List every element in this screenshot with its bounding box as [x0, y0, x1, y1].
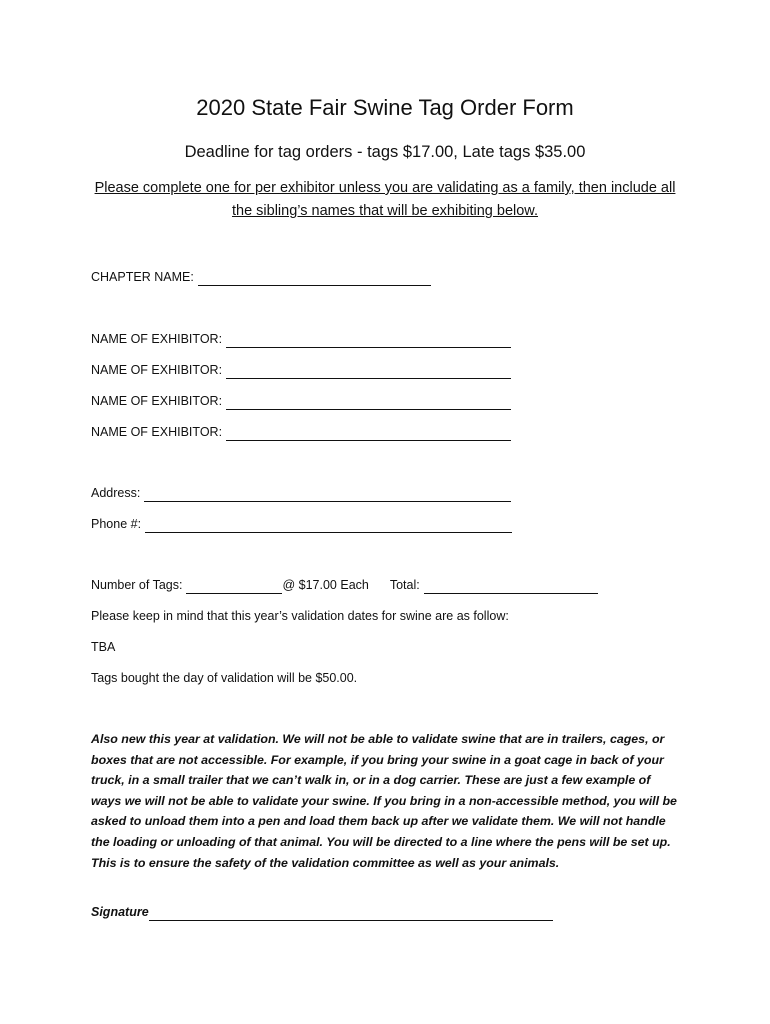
validation-dates-value: TBA	[91, 640, 116, 654]
exhibitor-label: NAME OF EXHIBITOR:	[91, 425, 223, 439]
exhibitor-label: NAME OF EXHIBITOR:	[91, 363, 223, 377]
tags-row	[91, 576, 598, 594]
chapter-name-label: CHAPTER NAME:	[91, 270, 194, 284]
exhibitor-row-1	[91, 330, 511, 348]
exhibitor-row-4	[91, 423, 511, 441]
address-row	[91, 484, 511, 502]
exhibitor-label: NAME OF EXHIBITOR:	[91, 394, 223, 408]
instructions-text: Please complete one for per exhibitor unless you are validating as a family, then include all the sibling’s names that will be exhibiting below.	[94, 180, 676, 219]
total-label: Total:	[389, 578, 420, 592]
total-field[interactable]	[424, 578, 598, 594]
form-title: 2020 State Fair Swine Tag Order Form	[196, 95, 574, 120]
deadline-text: Deadline for tag orders - tags $17.00, Late tags $35.00	[184, 143, 586, 161]
chapter-name-field[interactable]	[198, 270, 431, 286]
exhibitor-label: NAME OF EXHIBITOR:	[91, 332, 223, 346]
signature-field[interactable]	[149, 905, 553, 921]
validation-dates-note: Please keep in mind that this year’s validation dates for swine are as follow:	[91, 609, 509, 623]
phone-label: Phone #:	[91, 517, 142, 531]
signature-row	[91, 903, 553, 921]
address-label: Address:	[91, 486, 141, 500]
exhibitor-name-field-3[interactable]	[226, 394, 511, 410]
exhibitor-name-field-2[interactable]	[226, 363, 511, 379]
chapter-name-row	[91, 268, 431, 286]
address-field[interactable]	[144, 486, 511, 502]
day-of-validation-price: Tags bought the day of validation will be $50.00.	[91, 671, 358, 685]
validation-notice: Also new this year at validation. We will not be able to validate swine that are in trailers, cages, or boxes that are not accessible. For example, if you bring your swine in a goat cage in back of your truck, in a small trailer that we can’t walk in, or in a dog carrier. These are just a few example of ways we will not be able to validate your swine. If you bring in a non-accessible method, you will be asked to unload them into a pen and load them back up after we validate them. We will not handle the loading or unloading of that animal. You will be directed to a line where the pens will be set up. This is to ensure the safety of the validation committee as well as your animals.	[91, 732, 677, 870]
phone-row	[91, 515, 512, 533]
exhibitor-row-3	[91, 392, 511, 410]
exhibitor-name-field-1[interactable]	[226, 332, 511, 348]
exhibitor-name-field-4[interactable]	[226, 425, 511, 441]
signature-label: Signature	[91, 905, 149, 919]
phone-field[interactable]	[145, 517, 512, 533]
number-of-tags-label: Number of Tags:	[91, 578, 183, 592]
exhibitor-row-2	[91, 361, 511, 379]
price-each-text: @ $17.00 Each	[282, 578, 369, 592]
number-of-tags-field[interactable]	[186, 578, 282, 594]
